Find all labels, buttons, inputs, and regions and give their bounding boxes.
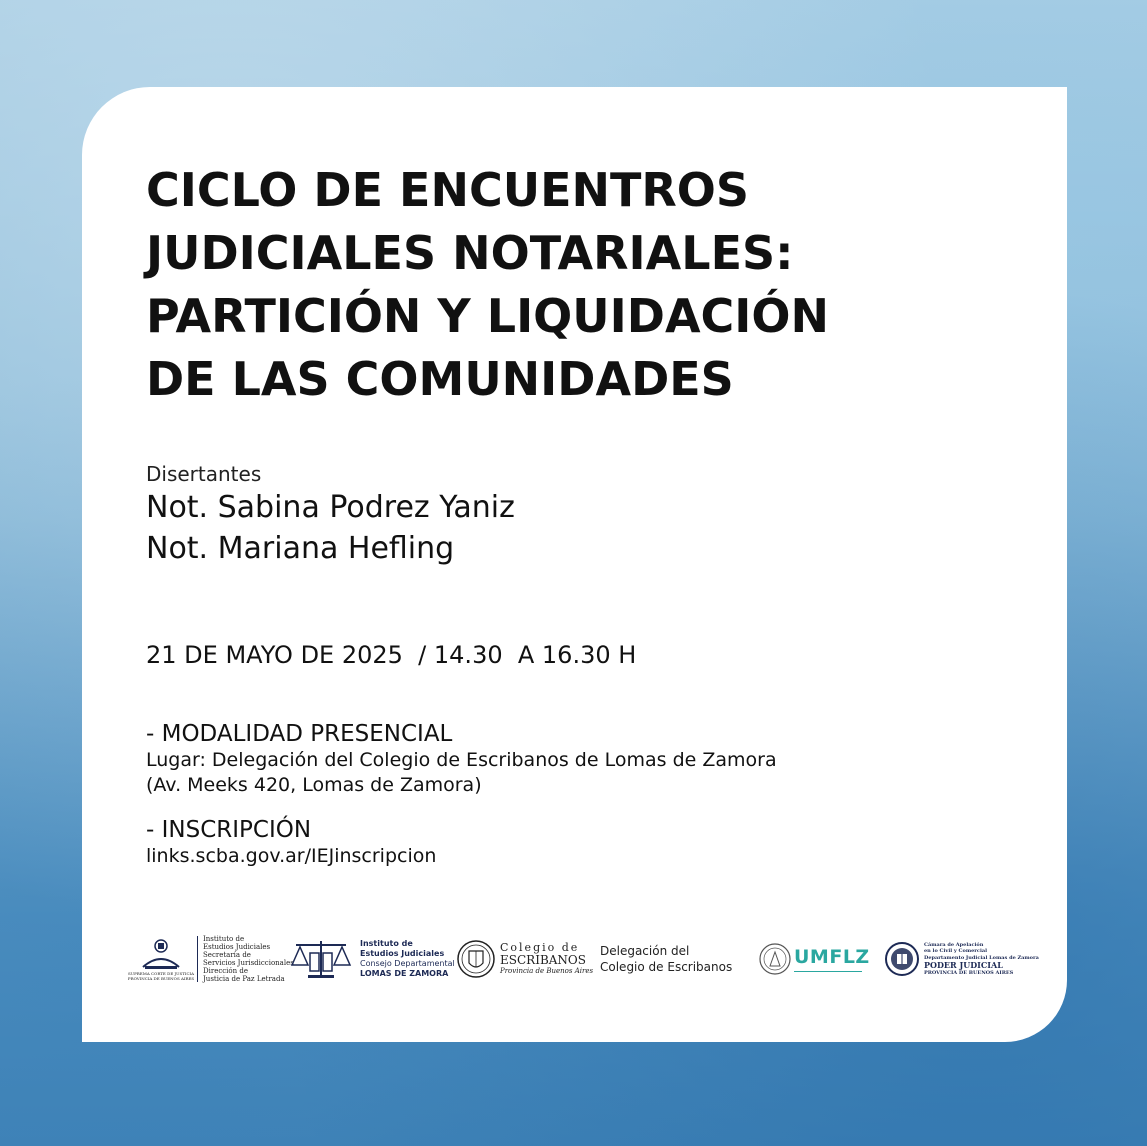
scba-seal-text: PROVINCIA DE BUENOS AIRES — [127, 976, 195, 981]
camara-apelacion-logo — [884, 929, 1039, 989]
scba-logo-text: Servicios Jurisdiccionales — [203, 959, 294, 967]
scba-logo — [127, 929, 294, 989]
iej-lomas-logo — [290, 929, 455, 989]
scba-logo-text: Secretaría de — [203, 951, 251, 959]
title-line: PARTICIÓN Y LIQUIDACIÓN — [146, 289, 830, 343]
scba-logo-text: Dirección de — [203, 967, 248, 975]
colegio-escribanos-logo — [456, 929, 593, 989]
camara-logo-text: Cámara de Apelación — [924, 941, 984, 948]
event-card — [82, 87, 1067, 1042]
scba-seal-text: SUPREMA CORTE DE JUSTICIA — [127, 971, 195, 976]
iej-logo-text: LOMAS DE ZAMORA — [360, 969, 449, 978]
camara-logo-text: Departamento Judicial Lomas de Zamora — [924, 954, 1039, 961]
scba-logo-text: Estudios Judiciales — [203, 943, 271, 951]
delegacion-text — [600, 929, 732, 989]
title-line: DE LAS COMUNIDADES — [146, 352, 734, 406]
iej-logo-text: Estudios Judiciales — [360, 949, 445, 958]
title-line: CICLO DE ENCUENTROS — [146, 163, 750, 217]
scba-seal-icon — [139, 937, 183, 971]
title-line: JUDICIALES NOTARIALES: — [146, 226, 794, 280]
colegio-name-line: Provincia de Buenos Aires — [500, 967, 594, 975]
registration-heading: - INSCRIPCIÓN — [146, 817, 312, 843]
delegacion-line: Delegación del — [600, 944, 690, 958]
registration-block — [146, 816, 436, 869]
umflz-logo — [758, 929, 870, 989]
modality-block — [146, 720, 777, 798]
colegio-name-line: Colegio de — [500, 941, 580, 954]
umflz-underline — [794, 971, 862, 972]
camara-logo-text: en lo Civil y Comercial — [924, 948, 988, 954]
speaker-name: Not. Mariana Hefling — [146, 531, 455, 566]
scales-of-justice-icon — [290, 937, 352, 981]
iej-logo-text: Instituto de — [360, 939, 413, 948]
speakers-list — [146, 487, 515, 569]
camara-logo-text: PODER JUDICIAL — [924, 960, 1003, 970]
colegio-name-line: ESCRIBANOS — [500, 953, 586, 967]
camara-seal-icon — [884, 937, 920, 981]
umflz-emblem-icon — [758, 942, 792, 976]
iej-logo-text: Consejo Departamental — [360, 959, 455, 968]
venue-text: Lugar: Delegación del Colegio de Escribanos de Lomas de Zamora — [146, 749, 777, 771]
speakers-label: Disertantes — [146, 462, 262, 486]
colegio-crest-icon — [456, 937, 496, 981]
delegacion-line: Colegio de Escribanos — [600, 960, 733, 974]
speaker-name: Not. Sabina Podrez Yaniz — [146, 490, 515, 525]
scba-logo-text: Justicia de Paz Letrada — [203, 975, 285, 983]
event-title — [146, 159, 829, 411]
scba-logo-text: Instituto de — [203, 935, 245, 943]
sponsor-logos — [127, 929, 1039, 989]
venue-address: (Av. Meeks 420, Lomas de Zamora) — [146, 774, 482, 796]
modality-heading: - MODALIDAD PRESENCIAL — [146, 721, 453, 747]
event-datetime: 21 DE MAYO DE 2025 / 14.30 A 16.30 H — [146, 641, 637, 669]
camara-logo-text: PROVINCIA DE BUENOS AIRES — [924, 970, 1014, 976]
registration-link[interactable]: links.scba.gov.ar/IEJinscripcion — [146, 845, 437, 867]
umflz-wordmark: UMFLZ — [794, 946, 870, 968]
